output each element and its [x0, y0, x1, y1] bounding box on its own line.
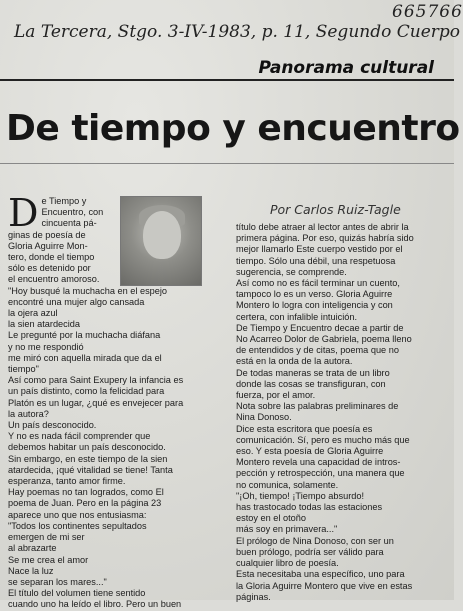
- text-line: Y no es nada fácil comprender que: [8, 431, 151, 442]
- text-line: de entendidos y de citas, poema que no: [236, 345, 399, 356]
- text-line: la sien atardecida: [8, 319, 81, 330]
- intro-line: Encuentro, con: [41, 207, 104, 218]
- text-line: Dice esta escritora que poesía es: [236, 423, 373, 434]
- intro-line: tero, donde el tiempo: [8, 252, 95, 263]
- text-line: atardecida, ¡qué vitalidad se tiene! Tanta: [8, 464, 173, 475]
- column-2-body: [236, 222, 446, 603]
- intro-line: Gloria Aguirre Mon-: [8, 240, 88, 251]
- text-line: se separan los mares...": [8, 576, 107, 587]
- text-line: esperanza, tanto amor firme.: [8, 476, 126, 487]
- text-line: más soy en primavera...": [236, 524, 338, 535]
- text-line: mejor llamarlo Este cuerpo vestido por el: [236, 244, 403, 255]
- text-line: donde las cosas se transfiguran, con: [236, 378, 386, 389]
- text-line: Así como para Saint Exupery la infancia es: [8, 375, 184, 386]
- text-line: "Hoy busqué la muchacha en el espejo: [8, 285, 168, 296]
- text-line: la autora?: [8, 408, 49, 419]
- text-line: poema de Juan. Pero en la página 23: [8, 498, 162, 509]
- text-line: estoy en el otoño: [236, 513, 306, 524]
- text-line: no comunica, solamente.: [236, 479, 339, 490]
- text-line: eso. Y esta poesía de Gloria Aguirre: [236, 446, 384, 457]
- text-line: sugerencia, se comprende.: [236, 266, 347, 277]
- intro-line: ginas de poesía de: [8, 229, 86, 240]
- text-line: comunicación. Sí, pero es mucho más que: [236, 434, 410, 445]
- text-line: Nota sobre las palabras preliminares de: [236, 401, 399, 412]
- intro-line: e Tiempo y: [41, 196, 87, 206]
- handwritten-catalog-number: 665766: [392, 2, 463, 22]
- section-heading: Panorama cultural: [258, 58, 434, 78]
- text-line: y no me respondió: [8, 341, 84, 352]
- column-1-body: [8, 286, 230, 611]
- text-line: "Todos los continentes sepultados: [8, 520, 147, 531]
- text-line: Así como no es fácil terminar un cuento,: [236, 278, 400, 289]
- text-line: título debe atraer al lector antes de abrir la: [236, 222, 409, 232]
- text-line: tiempo. Sólo una débil, una respetuosa: [236, 255, 396, 266]
- text-line: la ojera azul: [8, 308, 58, 319]
- text-line: "¡Oh, tiempo! ¡Tiempo absurdo!: [236, 490, 365, 501]
- text-line: Montero revela una capacidad de intros-: [236, 457, 401, 468]
- text-line: Nace la luz: [8, 565, 54, 576]
- drop-cap: D: [8, 191, 39, 235]
- text-line: pección y retrospección, una manera que: [236, 468, 405, 479]
- text-line: Se me crea el amor: [8, 554, 89, 565]
- text-line: debemos habitar un país desconocido.: [8, 442, 166, 453]
- article-column-2: [236, 222, 446, 603]
- text-line: buen prólogo, podría ser válido para: [236, 546, 384, 557]
- intro-line: sólo es detenido por: [8, 263, 91, 274]
- text-line: tiempo": [8, 364, 39, 375]
- text-line: No Acarreo Dolor de Gabriela, poema lleno: [236, 334, 412, 345]
- text-line: encontré una mujer algo cansada: [8, 296, 145, 307]
- text-line: Un país desconocido.: [8, 420, 97, 431]
- text-line: Nina Donoso.: [236, 412, 292, 423]
- text-line: El prólogo de Nina Donoso, con ser un: [236, 535, 394, 546]
- text-line: Sin embargo, en este tiempo de la sien: [8, 453, 168, 464]
- article-title: De tiempo y encuentro: [6, 108, 460, 149]
- text-line: fuerza, por el amor.: [236, 390, 316, 401]
- text-line: cuando uno ha leído el libro. Pero un buen: [8, 599, 182, 610]
- text-line: De Tiempo y Encuentro decae a partir de: [236, 322, 404, 333]
- text-line: al abrazarte: [8, 543, 57, 554]
- text-line: un país distinto, como la felicidad para: [8, 386, 165, 397]
- text-line: Hay poemas no tan logrados, como El: [8, 487, 164, 498]
- text-line: primera página. Por eso, quizás habría sido: [236, 233, 414, 244]
- text-line: Platón es un lugar, ¿qué es envejecer para: [8, 397, 184, 408]
- text-line: De todas maneras se trata de un libro: [236, 367, 390, 378]
- intro-line: cincuenta pá-: [41, 218, 97, 229]
- text-line: has trastocado todas las estaciones: [236, 502, 383, 513]
- text-line: Montero lo logra con inteligencia y con: [236, 300, 393, 311]
- handwritten-source-note: La Tercera, Stgo. 3-IV-1983, p. 11, Segundo Cuerpo: [14, 22, 460, 42]
- title-rule: [0, 163, 454, 164]
- text-line: la Gloria Aguirre Montero que vive en estas: [236, 580, 413, 591]
- byline: Por Carlos Ruiz-Tagle: [270, 202, 401, 217]
- text-line: Le pregunté por la muchacha diáfana: [8, 330, 161, 341]
- text-line: aparece uno que nos entusiasma:: [8, 509, 147, 520]
- text-line: cualquier libro de poesía.: [236, 558, 339, 569]
- article-column-1: [8, 191, 230, 611]
- text-line: El título del volumen tiene sentido: [8, 588, 146, 599]
- text-line: me miró con aquella mirada que da el: [8, 352, 162, 363]
- text-line: certera, con infalible intuición.: [236, 311, 358, 322]
- text-line: tampoco lo es un verso. Gloria Aguirre: [236, 289, 393, 300]
- text-line: páginas.: [236, 591, 271, 602]
- intro-line: el encuentro amoroso.: [8, 274, 100, 285]
- intro-block: [8, 191, 230, 286]
- text-line: emergen de mi ser: [8, 532, 85, 543]
- text-line: Esta necesitaba una específico, uno para: [236, 569, 405, 580]
- text-line: está en la onda de la autora.: [236, 356, 353, 367]
- section-rule: [0, 79, 454, 81]
